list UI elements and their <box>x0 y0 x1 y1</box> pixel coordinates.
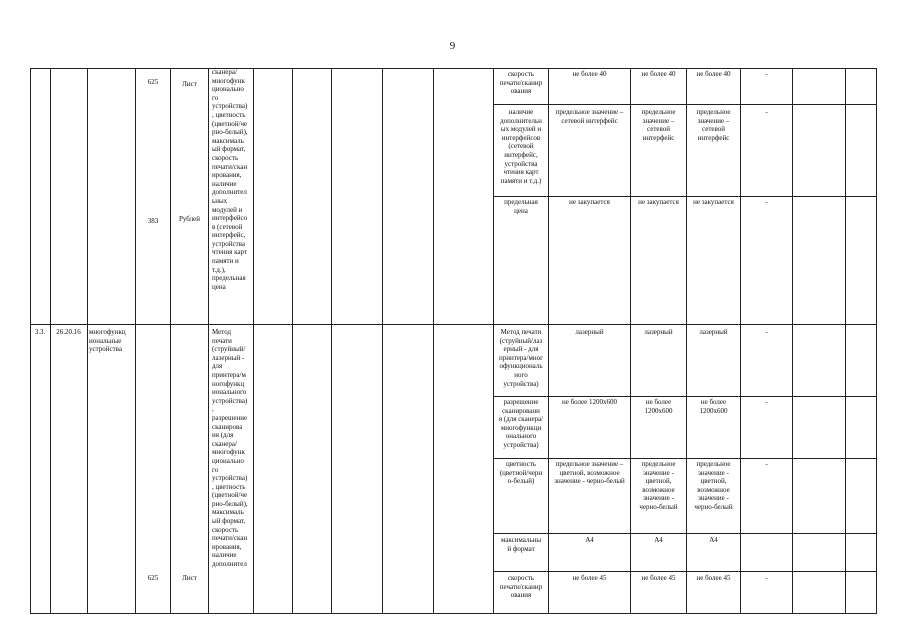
value-cell: не более 40 <box>696 70 731 78</box>
dash-cell: - <box>765 108 768 116</box>
value-cell: не более 1200х600 <box>561 398 618 406</box>
index-cell: 3.3. <box>34 328 46 336</box>
unit-cell: Лист <box>182 80 197 88</box>
value-cell: не закупается <box>569 198 610 206</box>
dash-cell: - <box>765 70 768 78</box>
value-cell: предельное значение – цветной, возможное значение - черно-белый <box>554 460 625 486</box>
value-cell: предельное значение – сетевой интерфейс <box>555 108 624 125</box>
value-cell: предельное значение - цветной, возможное значение - черно-белый <box>639 460 678 511</box>
char-name-cell: разрешение сканировани я (для сканера/ многофункци онального устройства) <box>498 398 544 449</box>
description-cell: сканера/ многофунк ционально го устройства) , цветность (цветной/че рно-белый), максималь ый формат, скорость печати/скан ирования, наличие дополнител ьных модулей и интерфейсо в (сетевой интерфейс, устройства чтения карт памяти и т.д.), предельная цена <box>212 68 248 291</box>
value-cell: не более 40 <box>641 70 676 78</box>
page-number: 9 <box>449 40 456 52</box>
unit-cell: Лист <box>182 574 197 582</box>
value-cell: А4 <box>709 536 718 544</box>
value-cell: предельное значение – сетевой интерфейс <box>696 108 731 142</box>
dash-cell: - <box>765 328 768 336</box>
product-cell: многофункц иональные устройства <box>89 328 126 354</box>
dash-cell: - <box>765 198 768 206</box>
value-cell: предельное значение – сетевой интерфейс <box>641 108 676 142</box>
value-cell: не более 45 <box>641 574 676 582</box>
value-cell: не более 1200х600 <box>644 398 673 415</box>
char-name-cell: цветность (цветной/черн о-белый) <box>499 460 543 486</box>
value-cell: не более 45 <box>696 574 731 582</box>
value-cell: лазерный <box>644 328 673 336</box>
value-cell: А4 <box>585 536 594 544</box>
num-cell: 625 <box>147 574 159 582</box>
dash-cell: - <box>765 460 768 468</box>
value-cell: не более 45 <box>572 574 607 582</box>
value-cell: лазерный <box>699 328 728 336</box>
value-cell: А4 <box>654 536 663 544</box>
dash-cell: - <box>765 574 768 582</box>
value-cell: лазерный <box>575 328 604 336</box>
dash-cell: - <box>765 398 768 406</box>
char-name-cell: наличие дополнительн ых модулей и интерфейсов (сетевой интерфейс, устройства чтения карт памяти и т.д.) <box>500 108 542 185</box>
code-cell: 26.20.16 <box>56 328 81 336</box>
num-cell: 625 <box>147 78 159 86</box>
value-cell: не более 40 <box>572 70 607 78</box>
char-name-cell: предельная цена <box>504 198 538 215</box>
char-name-cell: максимальны й формат <box>500 536 542 553</box>
value-cell: не более 1200х600 <box>699 398 728 415</box>
char-name-cell: Метод печати (струйный/лаз ерный - для принтера/мног офункциональ ного устройства) <box>498 328 543 388</box>
description-cell: Метод печати (струйный/ лазерный - для принтера/м ногофункц ионального устройства) , разрешение сканирова ия (для сканера/ многофунк ционально го устройства) , цветность (цветной/че рно-белый), максималь ый формат, скорость печати/скан ирования, наличие дополнител <box>212 328 248 569</box>
value-cell: не закупается <box>693 198 734 206</box>
value-cell: не закупается <box>638 198 679 206</box>
char-name-cell: скорость печати/сканир ования <box>499 70 543 96</box>
num-cell: 383 <box>147 217 159 225</box>
unit-cell: Рублей <box>178 215 201 223</box>
value-cell: предельное значение - цветной, возможное значение - черно-белый <box>694 460 733 511</box>
char-name-cell: скорость печати/сканир ования <box>499 574 543 600</box>
